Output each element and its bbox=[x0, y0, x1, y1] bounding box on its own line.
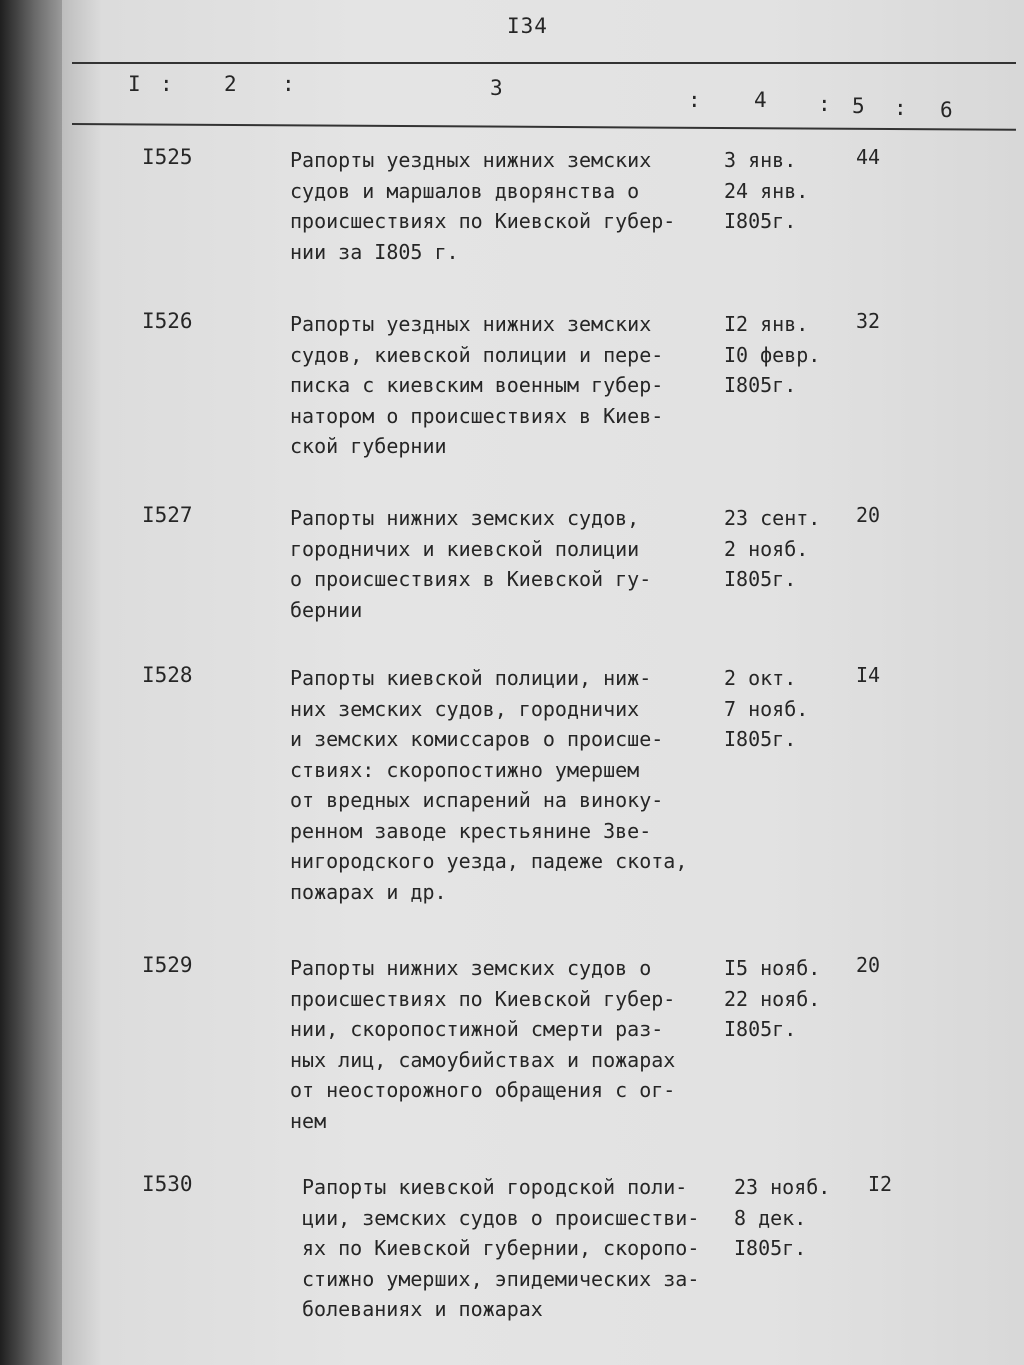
entry-sheets: 20 bbox=[856, 953, 881, 977]
entry-number: I525 bbox=[142, 145, 193, 169]
entry-dates: 23 сент. 2 нояб. I805г. bbox=[724, 506, 821, 591]
entry-description: Рапорты нижних земских судов о происшествиях по Киевской губер- нии, скоропостижной смерти раз- ных лиц, самоубийствах и пожарах от неосторожного обращения с ог- нем bbox=[290, 956, 676, 1133]
entry-dates: 2 окт. 7 нояб. I805г. bbox=[724, 666, 809, 751]
entry-number: I530 bbox=[142, 1172, 193, 1196]
entry-description: Рапорты нижних земских судов, городничих и киевской полиции о происшествиях в Киевской гу- бернии bbox=[290, 506, 652, 622]
entry-sheets: I2 bbox=[868, 1172, 893, 1196]
entry-description: Рапорты киевской городской поли- ции, земских судов о происшестви- ях по Киевской губернии, скоропо- стижно умерших, эпидемических за- болеваниях и пожарах bbox=[302, 1175, 700, 1321]
archive-page bbox=[62, 0, 1024, 1365]
entry-number: I526 bbox=[142, 309, 193, 333]
entry-sheets: 20 bbox=[856, 503, 881, 527]
entry-description: Рапорты киевской полиции, ниж- них земских судов, городничих и земских комиссаров о происше- ствиях: скоропостижно умершем от вредных испарений на виноку- ренном заводе крестьянине Зве- нигородского уезда, падеже скота, пожарах и др. bbox=[290, 666, 688, 904]
column-header-4: 4 bbox=[754, 88, 767, 112]
entry-sheets: 32 bbox=[856, 309, 881, 333]
column-header-2: 2 bbox=[224, 72, 237, 96]
column-separator: : bbox=[688, 88, 701, 112]
column-separator: : bbox=[282, 72, 295, 96]
entry-number: I528 bbox=[142, 663, 193, 687]
entry-dates: I5 нояб. 22 нояб. I805г. bbox=[724, 956, 821, 1041]
page-number: I34 bbox=[507, 14, 548, 38]
entry-sheets: I4 bbox=[856, 663, 881, 687]
entry-sheets: 44 bbox=[856, 145, 881, 169]
entry-number: I529 bbox=[142, 953, 193, 977]
entry-description: Рапорты уездных нижних земских судов, киевской полиции и пере- писка с киевским военным губер- натором о происшествиях в Киев- ской губернии bbox=[290, 312, 664, 458]
entry-number: I527 bbox=[142, 503, 193, 527]
column-separator: : bbox=[894, 96, 907, 120]
entry-dates: 3 янв. 24 янв. I805г. bbox=[724, 148, 809, 233]
column-header-5: 5 bbox=[852, 94, 865, 118]
column-separator: : bbox=[160, 72, 173, 96]
column-header-6: 6 bbox=[940, 98, 953, 122]
entry-dates: 23 нояб. 8 дек. I805г. bbox=[734, 1175, 831, 1260]
book-spine-shadow bbox=[0, 0, 62, 1365]
entry-dates: I2 янв. I0 февр. I805г. bbox=[724, 312, 821, 397]
header-rule-top bbox=[72, 62, 1016, 64]
column-separator: : bbox=[818, 92, 831, 116]
column-header-1: I bbox=[128, 72, 141, 96]
column-header-3: 3 bbox=[490, 76, 503, 100]
header-rule-bottom bbox=[72, 123, 1016, 131]
entry-description: Рапорты уездных нижних земских судов и маршалов дворянства о происшествиях по Киевской губер- нии за I805 г. bbox=[290, 148, 676, 264]
